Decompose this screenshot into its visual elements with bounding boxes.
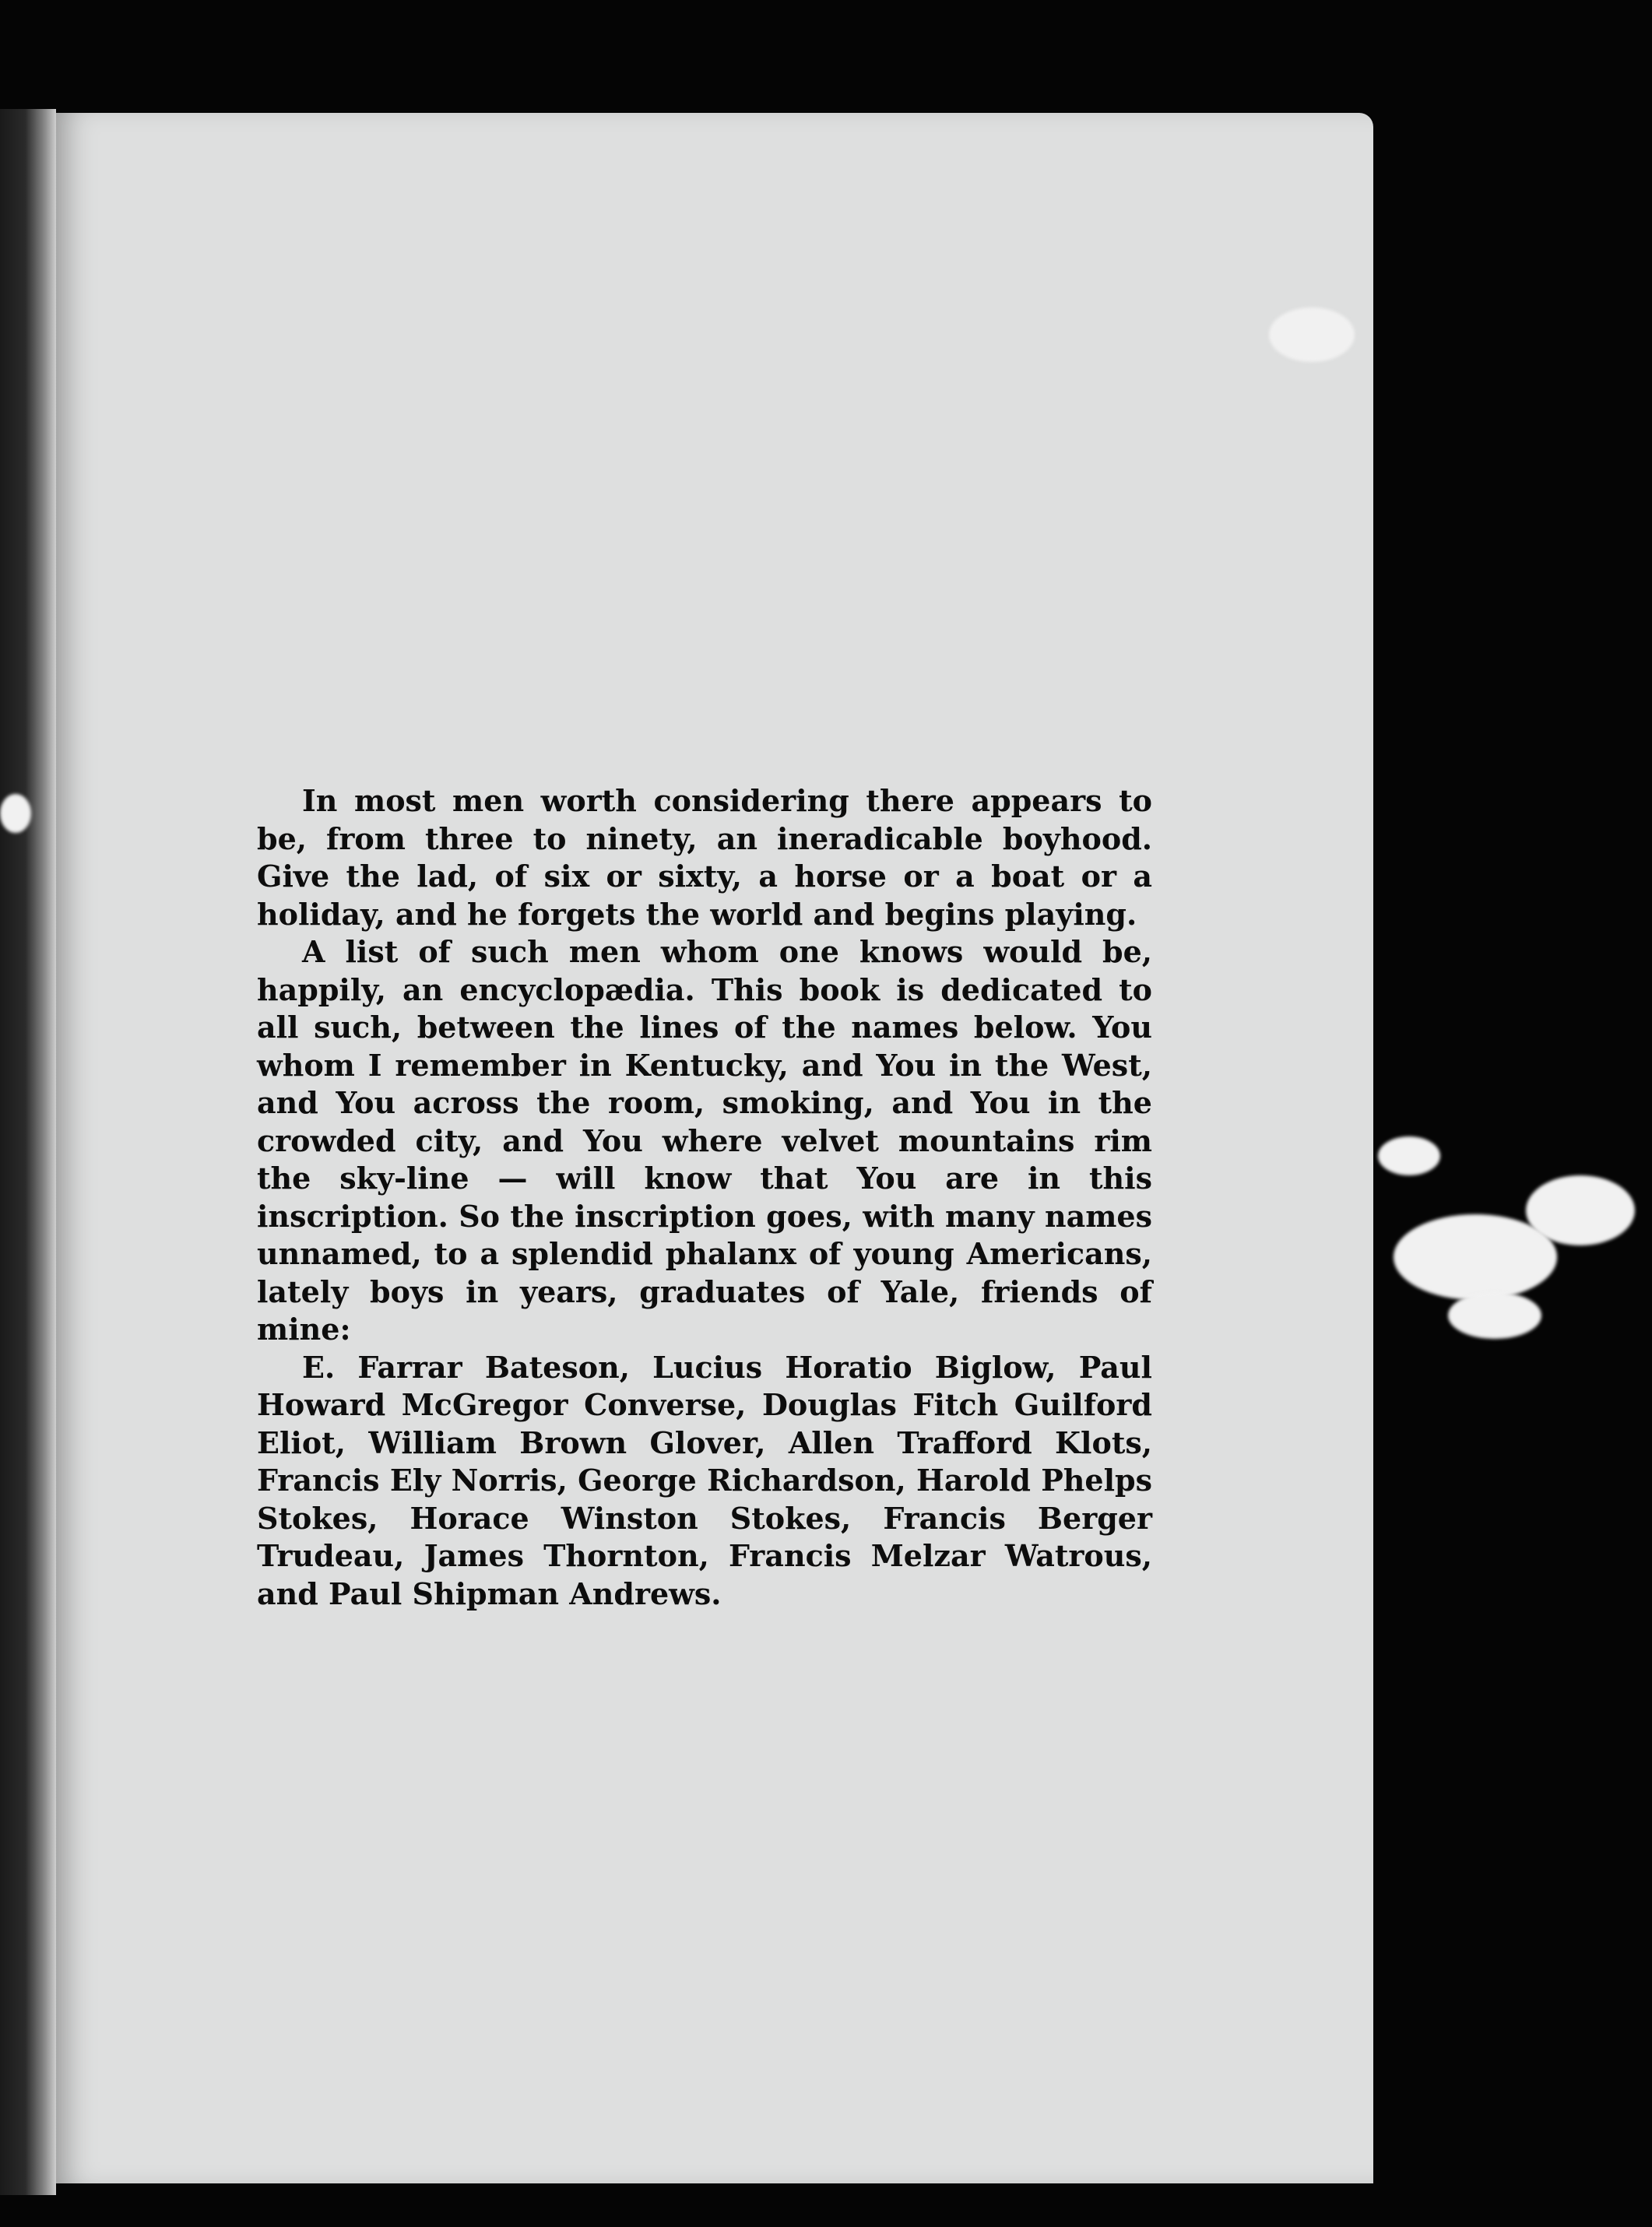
left-edge-shadow [0, 109, 56, 2195]
dedication-paragraph-2: A list of such men whom one knows would be, happily, an encyclopædia. This book is dedicated to all such, between the lines of the names below. You whom I remember in Kentucky, and You in the West, and You across the room, smoking, and You in the crowded city, and You where velvet mountains rim the sky-line — will know that You are in this inscription. So the inscription goes, with many names unnamed, to a splendid phalanx of young Americans, lately boys in years, graduates of Yale, friends of mine: [257, 934, 1152, 1347]
scan-speck [1526, 1175, 1635, 1245]
scan-speck [1378, 1136, 1440, 1175]
scan-speck [1448, 1292, 1541, 1339]
dedication-text [257, 782, 1152, 1613]
book-page [56, 113, 1373, 2183]
scan-speck [0, 794, 31, 833]
dedication-paragraph-1: In most men worth considering there appears to be, from three to ninety, an ineradicable boyhood. Give the lad, of six or sixty, a horse or a boat or a holiday, and he forgets the world and begins playing. [257, 783, 1152, 932]
scan-speck [1269, 307, 1355, 362]
dedication-names: E. Farrar Bateson, Lucius Horatio Biglow, Paul Howard McGregor Converse, Douglas Fitch Guilford Eliot, William Brown Glover, Allen Trafford Klots, Francis Ely Norris, George Richardson, Harold Phelps Stokes, Horace Winston Stokes, Francis Berger Trudeau, James Thornton, Francis Melzar Watrous, and Paul Shipman Andrews. [257, 1349, 1152, 1611]
